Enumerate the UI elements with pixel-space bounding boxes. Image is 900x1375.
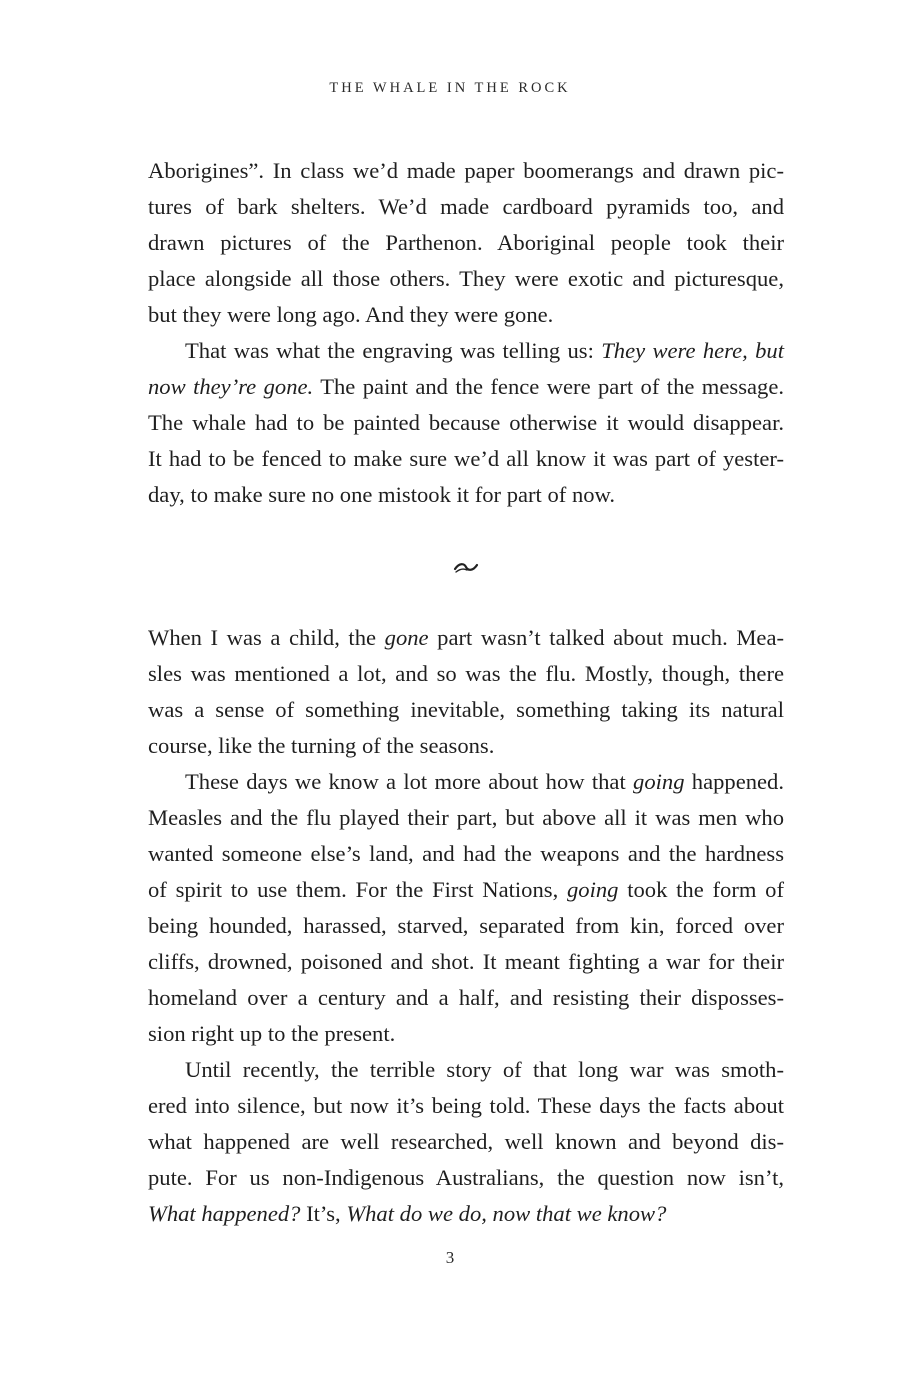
text-run: It’s, — [300, 1201, 347, 1226]
text-line — [148, 1196, 784, 1232]
text-line: day, to make sure no one mistook it for part of now. — [148, 482, 616, 507]
text-line: The whale had to be painted because otherwise it would disappear. — [148, 410, 784, 435]
text-line — [148, 764, 784, 800]
italic-text: going — [566, 877, 619, 902]
text-run: The paint and the fence were part of the message. — [313, 374, 784, 399]
text-run: took the form of — [618, 877, 784, 902]
text-line: homeland over a century and a half, and resisting their disposses- — [148, 985, 784, 1010]
italic-text: now they’re gone. — [148, 374, 314, 399]
italic-text: They were here, but — [601, 338, 784, 363]
text-run: That was what the engraving was telling us: — [185, 338, 602, 363]
flourish-ornament-icon — [453, 560, 479, 574]
section-break — [148, 513, 784, 620]
italic-text: gone — [384, 625, 429, 650]
text-line: tures of bark shelters. We’d made cardboard pyramids too, and — [148, 194, 784, 219]
text-line: pute. For us non-Indigenous Australians, the question now isn’t, — [148, 1165, 784, 1190]
text-run: part wasn’t talked about much. Mea- — [428, 625, 784, 650]
text-line: Until recently, the terrible story of that long war was smoth- — [185, 1057, 784, 1082]
text-line — [148, 620, 784, 656]
text-run: happened. — [684, 769, 784, 794]
text-line — [148, 872, 784, 908]
paragraph-2 — [148, 333, 784, 513]
running-head: THE WHALE IN THE ROCK — [329, 80, 571, 96]
text-line: sles was mentioned a lot, and so was the flu. Mostly, though, there — [148, 661, 784, 686]
page-body — [148, 153, 784, 1232]
text-line — [148, 369, 784, 405]
text-line: being hounded, harassed, starved, separated from kin, forced over — [148, 913, 784, 938]
paragraph-4 — [148, 764, 784, 1052]
text-line: ered into silence, but now it’s being told. These days the facts about — [148, 1093, 784, 1118]
text-line — [148, 333, 784, 369]
text-run: When I was a child, the — [148, 625, 385, 650]
text-line: wanted someone else’s land, and had the weapons and the hardness — [148, 841, 784, 866]
text-line: place alongside all those others. They were exotic and picturesque, — [148, 266, 784, 291]
text-line: was a sense of something inevitable, something taking its natural — [148, 697, 784, 722]
italic-text: What do we do, now that we know? — [346, 1201, 667, 1226]
paragraph-5 — [148, 1052, 784, 1232]
text-line: cliffs, drowned, poisoned and shot. It meant fighting a war for their — [148, 949, 784, 974]
text-run: These days we know a lot more about how that — [185, 769, 634, 794]
paragraph-1 — [148, 153, 784, 333]
text-line: It had to be fenced to make sure we’d all know it was part of yester- — [148, 446, 784, 471]
text-line: but they were long ago. And they were gone. — [148, 302, 554, 327]
italic-text: going — [633, 769, 685, 794]
text-line: sion right up to the present. — [148, 1021, 396, 1046]
text-line: what happened are well researched, well known and beyond dis- — [148, 1129, 784, 1154]
text-line: Aborigines”. In class we’d made paper boomerangs and drawn pic- — [148, 158, 784, 183]
italic-text: What happened? — [148, 1201, 301, 1226]
text-run: of spirit to use them. For the First Nations, — [148, 877, 567, 902]
page-number: 3 — [445, 1248, 455, 1267]
text-line: Measles and the flu played their part, but above all it was men who — [148, 805, 784, 830]
text-line: drawn pictures of the Parthenon. Aboriginal people took their — [148, 230, 784, 255]
paragraph-3 — [148, 620, 784, 764]
text-line: course, like the turning of the seasons. — [148, 733, 495, 758]
